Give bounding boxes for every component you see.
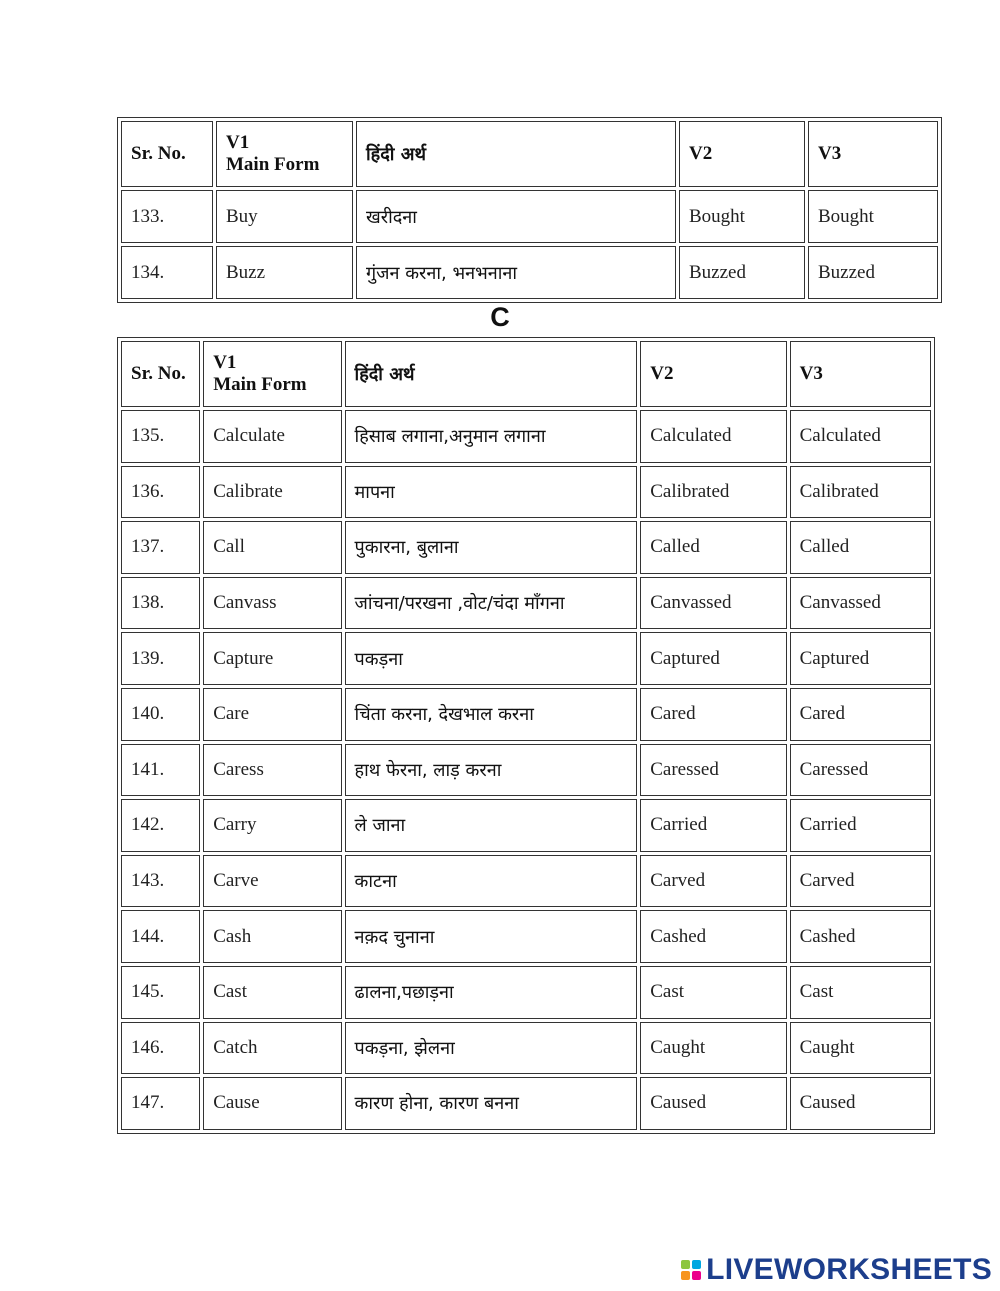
liveworksheets-logo-icon [681, 1260, 701, 1280]
cell-hindi-meaning: कारण होना, कारण बनना [345, 1077, 638, 1130]
cell-v1: Capture [203, 632, 341, 685]
cell-sr-no: 146. [121, 1022, 200, 1075]
cell-v2: Caressed [640, 744, 786, 797]
cell-sr-no: 133. [121, 190, 213, 243]
header-sr-no: Sr. No. [121, 341, 200, 407]
cell-sr-no: 139. [121, 632, 200, 685]
table-row [121, 799, 931, 852]
table-row [121, 1077, 931, 1130]
cell-v2: Cast [640, 966, 786, 1019]
cell-hindi-meaning: पकड़ना [345, 632, 638, 685]
table-b-body [121, 190, 938, 299]
cell-hindi-meaning: हिसाब लगाना,अनुमान लगाना [345, 410, 638, 463]
table-row [121, 410, 931, 463]
cell-v3: Caressed [790, 744, 931, 797]
table-row [121, 632, 931, 685]
cell-v1: Cast [203, 966, 341, 1019]
cell-hindi-meaning: ढालना,पछाड़ना [345, 966, 638, 1019]
cell-v1: Call [203, 521, 341, 574]
cell-v1: Care [203, 688, 341, 741]
cell-hindi-meaning: नक़द चुनाना [345, 910, 638, 963]
header-sr-no: Sr. No. [121, 121, 213, 187]
cell-v2: Captured [640, 632, 786, 685]
cell-v3: Bought [808, 190, 938, 243]
cell-hindi-meaning: हाथ फेरना, लाड़ करना [345, 744, 638, 797]
cell-hindi-meaning: खरीदना [356, 190, 676, 243]
verb-table-b [117, 117, 942, 303]
cell-v2: Buzzed [679, 246, 805, 299]
header-v1-label: V1 [226, 132, 250, 153]
logo-square-4 [692, 1271, 701, 1280]
cell-v3: Caught [790, 1022, 931, 1075]
brand-name: LIVEWORKSHEETS [706, 1253, 992, 1286]
header-v1 [216, 121, 353, 187]
cell-v2: Calibrated [640, 466, 786, 519]
table-row [121, 910, 931, 963]
cell-sr-no: 140. [121, 688, 200, 741]
cell-hindi-meaning: जांचना/परखना ,वोट/चंदा माँगना [345, 577, 638, 630]
cell-v1: Cash [203, 910, 341, 963]
cell-hindi-meaning: पकड़ना, झेलना [345, 1022, 638, 1075]
cell-v1: Catch [203, 1022, 341, 1075]
table-row [121, 466, 931, 519]
header-v2: V2 [640, 341, 786, 407]
logo-square-2 [692, 1260, 701, 1269]
cell-sr-no: 137. [121, 521, 200, 574]
cell-sr-no: 134. [121, 246, 213, 299]
cell-hindi-meaning: ले जाना [345, 799, 638, 852]
header-v1 [203, 341, 341, 407]
cell-sr-no: 142. [121, 799, 200, 852]
table-row [121, 577, 931, 630]
header-v1-subtitle: Main Form [213, 374, 307, 395]
cell-v1: Cause [203, 1077, 341, 1130]
section-letter: C [490, 302, 510, 332]
cell-sr-no: 138. [121, 577, 200, 630]
cell-v1: Buzz [216, 246, 353, 299]
logo-square-1 [681, 1260, 690, 1269]
cell-sr-no: 141. [121, 744, 200, 797]
cell-hindi-meaning: मापना [345, 466, 638, 519]
table-header-row [121, 121, 938, 187]
cell-v1: Carry [203, 799, 341, 852]
cell-v2: Cashed [640, 910, 786, 963]
cell-v2: Calculated [640, 410, 786, 463]
cell-v2: Carved [640, 855, 786, 908]
table-row [121, 855, 931, 908]
cell-v2: Carried [640, 799, 786, 852]
cell-v2: Caught [640, 1022, 786, 1075]
cell-v1: Calibrate [203, 466, 341, 519]
cell-sr-no: 143. [121, 855, 200, 908]
cell-hindi-meaning: पुकारना, बुलाना [345, 521, 638, 574]
table-row [121, 190, 938, 243]
header-v1-subtitle: Main Form [226, 154, 320, 175]
header-hindi-meaning: हिंदी अर्थ [356, 121, 676, 187]
cell-v2: Canvassed [640, 577, 786, 630]
cell-hindi-meaning: चिंता करना, देखभाल करना [345, 688, 638, 741]
table-row [121, 246, 938, 299]
table-row [121, 1022, 931, 1075]
table-header-row [121, 341, 931, 407]
verb-table-c [117, 337, 935, 1134]
table-row [121, 744, 931, 797]
cell-sr-no: 136. [121, 466, 200, 519]
cell-v1: Carve [203, 855, 341, 908]
cell-v3: Caused [790, 1077, 931, 1130]
cell-v1: Caress [203, 744, 341, 797]
cell-v3: Cashed [790, 910, 931, 963]
cell-v3: Carried [790, 799, 931, 852]
cell-v2: Bought [679, 190, 805, 243]
cell-v3: Calibrated [790, 466, 931, 519]
cell-v1: Calculate [203, 410, 341, 463]
cell-hindi-meaning: गुंजन करना, भनभनाना [356, 246, 676, 299]
cell-v2: Caused [640, 1077, 786, 1130]
table-row [121, 966, 931, 1019]
header-hindi-meaning: हिंदी अर्थ [345, 341, 638, 407]
cell-v3: Cared [790, 688, 931, 741]
cell-hindi-meaning: काटना [345, 855, 638, 908]
cell-v2: Called [640, 521, 786, 574]
table-row [121, 688, 931, 741]
cell-v1: Buy [216, 190, 353, 243]
header-v3: V3 [790, 341, 931, 407]
table-c-body [121, 410, 931, 1130]
header-v1-label: V1 [213, 352, 237, 373]
cell-sr-no: 135. [121, 410, 200, 463]
cell-sr-no: 147. [121, 1077, 200, 1130]
cell-sr-no: 145. [121, 966, 200, 1019]
logo-square-3 [681, 1271, 690, 1280]
table-row [121, 521, 931, 574]
cell-v3: Cast [790, 966, 931, 1019]
cell-v3: Captured [790, 632, 931, 685]
cell-v3: Called [790, 521, 931, 574]
brand-watermark [681, 1253, 992, 1287]
cell-v3: Carved [790, 855, 931, 908]
cell-v3: Calculated [790, 410, 931, 463]
cell-v1: Canvass [203, 577, 341, 630]
cell-v3: Buzzed [808, 246, 938, 299]
cell-sr-no: 144. [121, 910, 200, 963]
cell-v2: Cared [640, 688, 786, 741]
cell-v3: Canvassed [790, 577, 931, 630]
header-v2: V2 [679, 121, 805, 187]
header-v3: V3 [808, 121, 938, 187]
